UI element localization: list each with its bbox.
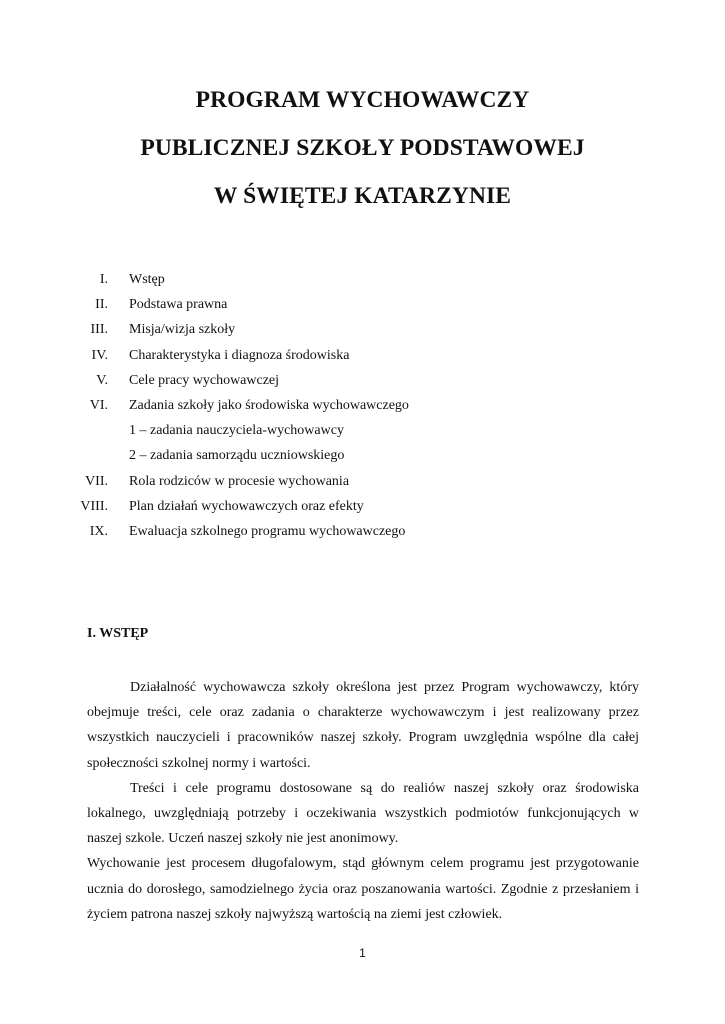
toc-label: Plan działań wychowawczych oraz efekty [129,498,364,514]
toc-number: V. [96,372,108,388]
toc-label: Misja/wizja szkoły [129,322,236,338]
paragraph-1: Działalność wychowawcza szkoły określona jest przez Program wychowawczy, który obejmuje treści, cele oraz zadania o charakterze wychowawczym i jest realizowany przez wszystkich nauczycieli i pracowników naszej szkoły. Program uwzględnia wspólne dla całej społeczności szkolnej normy i wartości. [87,680,639,771]
toc-number: IX. [89,523,108,539]
toc-item-wstep [0,272,725,297]
paragraph-3: Wychowanie jest procesem długofalowym, stąd głównym celem programu jest przygotowanie ucznia do dorosłego, samodzielnego życia oraz poszanowania wartości. Zgodnie z przesłaniem i życiem patrona naszej szkoły najwyższą wartością na ziemi jest człowiek. [87,856,639,922]
toc-number: VIII. [80,498,108,514]
document-title-line-3: W ŚWIĘTEJ KATARZYNIE [213,183,512,209]
toc-item-rola-rodzicow [0,474,725,499]
table-of-contents [0,272,725,549]
toc-item-podstawa-prawna [0,297,725,322]
toc-label: 2 – zadania samorządu uczniowskiego [129,448,345,464]
toc-number: III. [90,322,108,338]
section-body [87,675,639,927]
page-number: 1 [359,946,366,960]
toc-label: Ewaluacja szkolnego programu wychowawczego [129,523,406,539]
toc-subitem-nauczyciel [0,423,725,448]
toc-label: Cele pracy wychowawczej [129,372,280,388]
toc-number: IV. [91,347,108,363]
document-title-line-2: PUBLICZNEJ SZKOŁY PODSTAWOWEJ [140,135,585,161]
section-heading-wstep: I. WSTĘP [87,626,149,641]
toc-item-cele-pracy [0,373,725,398]
toc-label: Zadania szkoły jako środowiska wychowawczego [129,397,409,413]
toc-item-zadania-szkoly [0,398,725,423]
toc-item-plan-dzialan [0,499,725,524]
paragraph-2: Treści i cele programu dostosowane są do realiów naszej szkoły oraz środowiska lokalnego, uwzględniają potrzeby i oczekiwania wszystkich podmiotów funkcjonujących w naszej szkole. Uczeń naszej szkoły nie jest anonimowy. [87,780,639,847]
toc-label: 1 – zadania nauczyciela-wychowawcy [129,423,344,439]
toc-number: VI. [89,397,108,413]
toc-label: Wstęp [129,272,165,287]
toc-label: Rola rodziców w procesie wychowania [129,473,350,489]
toc-number: II. [95,297,108,313]
toc-item-ewaluacja [0,524,725,549]
document-title-line-1: PROGRAM WYCHOWAWCZY [195,87,530,113]
toc-number: VII. [85,473,108,489]
toc-label: Podstawa prawna [129,297,228,313]
toc-item-charakterystyka [0,348,725,373]
toc-label: Charakterystyka i diagnoza środowiska [129,347,350,363]
toc-item-misja-wizja [0,322,725,347]
toc-number: I. [99,272,108,287]
toc-subitem-samorzad [0,448,725,473]
